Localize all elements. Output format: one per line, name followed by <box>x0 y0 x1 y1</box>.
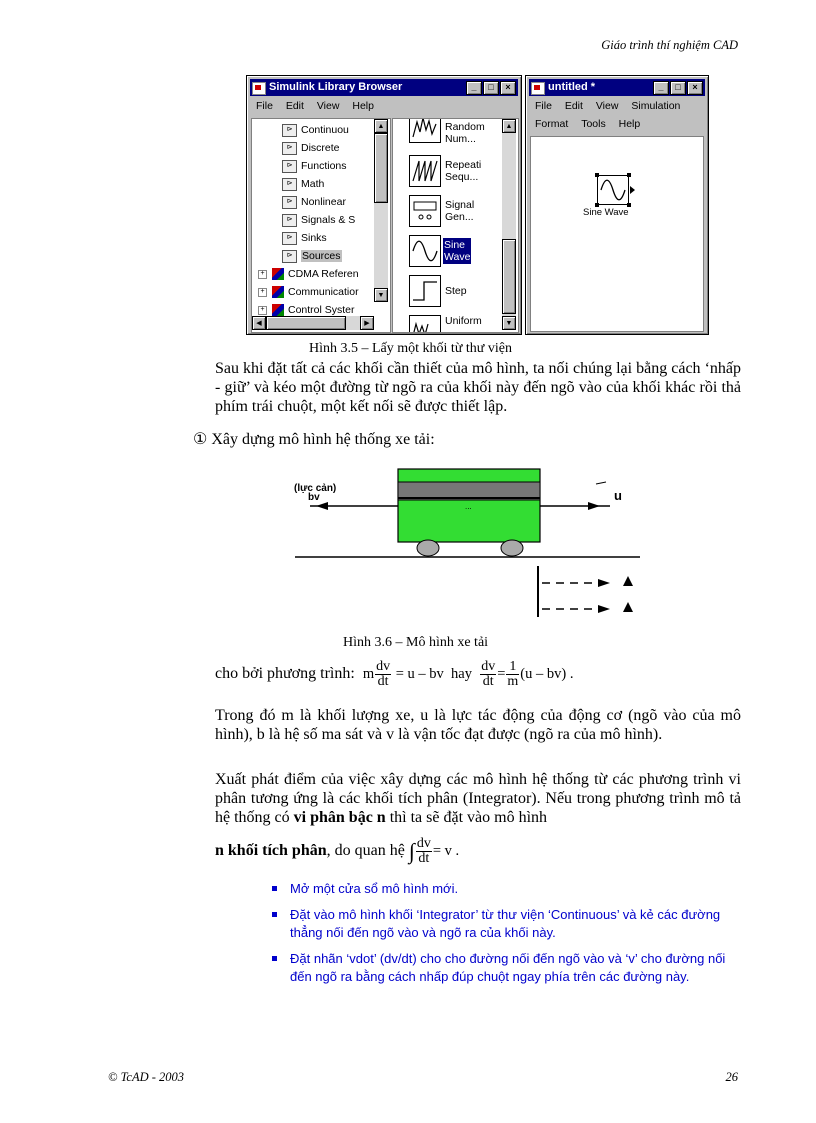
fraction-1-m: $\frac{1}{m}$ <box>507 659 519 690</box>
tree-item-math[interactable]: ⊳ Math <box>282 176 324 193</box>
step-1-heading: ① Xây dựng mô hình hệ thống xe tải: <box>193 431 435 448</box>
scroll-left-icon[interactable]: ◀ <box>252 316 266 330</box>
scroll-right-icon[interactable]: ▶ <box>360 316 374 330</box>
footer-copyright: © TcAD - 2003 <box>108 1070 185 1084</box>
page-header: Giáo trình thí nghiệm CAD <box>601 38 738 52</box>
tree-item-nonlinear[interactable]: ⊳ Nonlinear <box>282 194 346 211</box>
minimize-button[interactable]: _ <box>653 81 669 95</box>
block-label-signal: Signal Gen... <box>445 199 475 223</box>
model-menubar-row1 <box>530 98 704 115</box>
library-browser-window[interactable] <box>246 75 522 335</box>
menu-help[interactable]: Help <box>618 118 641 130</box>
paragraph-3-cont: n khối tích phân, do quan hệ ∫ $\frac{dv}{dt}$ = v . <box>215 836 460 867</box>
block-library-icon: ⊳ <box>282 250 297 263</box>
figure-3-6-caption: Hình 3.6 – Mô hình xe tải <box>343 635 489 650</box>
menu-file[interactable]: File <box>535 100 552 112</box>
minimize-button[interactable]: _ <box>466 81 482 95</box>
instruction-list <box>272 880 742 994</box>
block-library-icon: ⊳ <box>282 124 297 137</box>
block-label-uniform: Uniform <box>445 315 482 327</box>
close-button[interactable]: × <box>500 81 516 95</box>
expand-icon[interactable]: + <box>258 270 267 279</box>
library-menubar <box>251 98 517 115</box>
hscroll-thumb[interactable] <box>266 316 346 330</box>
library-icon <box>272 304 284 316</box>
library-browser-titlebar[interactable]: Simulink Library Browser _ □ × <box>250 79 518 96</box>
scroll-down-icon[interactable]: ▼ <box>502 316 516 330</box>
truck-model-figure <box>280 462 660 624</box>
menu-simulation[interactable]: Simulation <box>631 100 681 112</box>
menu-help[interactable]: Help <box>352 100 374 112</box>
expand-icon[interactable]: + <box>258 288 267 297</box>
svg-text:...: ... <box>465 502 472 511</box>
block-label-sine-wave: Sine Wave <box>444 239 471 263</box>
block-library-icon: ⊳ <box>282 142 297 155</box>
list-item: Đặt vào mô hình khối ‘Integrator’ từ thư viện ‘Continuous’ và kẻ các đường thẳng nối đến ngõ vào và ngõ ra của khối này. <box>272 906 742 942</box>
sine-wave-icon <box>598 176 628 204</box>
library-tree-pane[interactable] <box>251 118 391 333</box>
library-icon <box>272 268 284 280</box>
block-library-icon: ⊳ <box>282 232 297 245</box>
tree-item-functions[interactable]: ⊳ Functions <box>282 158 347 175</box>
equation-line: cho bởi phương trình: m $\frac{dv}{dt}$ = u – bv hay $\frac{dv}{dt}$ = $\frac{1}{m}$ (u – bv) . <box>215 659 574 690</box>
model-menubar-row2 <box>530 116 704 133</box>
menu-tools[interactable]: Tools <box>581 118 606 130</box>
tree-item-sinks[interactable]: ⊳ Sinks <box>282 230 327 247</box>
menu-format[interactable]: Format <box>535 118 569 130</box>
sine-wave-block[interactable] <box>597 175 629 205</box>
block-library-icon: ⊳ <box>282 214 297 227</box>
label-bv: bv <box>308 492 320 503</box>
block-library-icon: ⊳ <box>282 160 297 173</box>
sine-wave-icon[interactable] <box>409 235 441 267</box>
tree-horizontal-scrollbar[interactable] <box>252 316 374 330</box>
tree-item-continuous[interactable]: ⊳ Continuou <box>282 122 349 139</box>
tree-item-control-system[interactable]: + Control Syster <box>258 302 355 319</box>
block-library-icon: ⊳ <box>282 178 297 191</box>
repeating-sequence-icon[interactable] <box>409 155 441 187</box>
paragraph-1: Sau khi đặt tất cả các khối cần thiết của mô hình, ta nối chúng lại bằng cách ‘nhấp - giữ’ và kéo một đường từ ngõ ra của khối này đến ngõ vào của khối khác rồi thả phím trái chuột, một kết nối sẽ được thiết lập. <box>215 360 741 415</box>
fraction-dv-dt-2: $\frac{dv}{dt}$ <box>481 659 496 690</box>
menu-view[interactable]: View <box>595 100 619 112</box>
scroll-thumb[interactable] <box>502 239 516 314</box>
menu-edit[interactable]: Edit <box>285 100 304 112</box>
paragraph-2: Trong đó m là khối lượng xe, u là lực tác động của động cơ (ngõ vào của mô hình), b là hệ số ma sát và v là vận tốc đạt được (ngõ ra của mô hình). <box>215 707 741 743</box>
model-canvas[interactable] <box>530 136 704 332</box>
tree-vertical-scrollbar[interactable] <box>374 119 388 302</box>
menu-file[interactable]: File <box>256 100 273 112</box>
signal-generator-icon[interactable] <box>409 195 441 227</box>
scroll-up-icon[interactable]: ▲ <box>502 119 516 133</box>
simulink-icon <box>252 82 266 95</box>
sine-wave-block-label: Sine Wave <box>583 207 629 218</box>
paragraph-3: Xuất phát điểm của việc xây dựng các mô hình hệ thống từ các phương trình vi phân tương ứng là các khối tích phân (Integrator). Nếu trong phương trình mô tả hệ thống có vi phân bậc n thì ta sẽ đặt vào mô hình <box>215 771 741 826</box>
tree-item-cdma[interactable]: + CDMA Referen <box>258 266 359 283</box>
page-number: 26 <box>725 1070 738 1084</box>
scroll-down-icon[interactable]: ▼ <box>374 288 388 302</box>
menu-view[interactable]: View <box>316 100 340 112</box>
scroll-thumb[interactable] <box>374 133 388 203</box>
close-button[interactable]: × <box>687 81 703 95</box>
menu-edit[interactable]: Edit <box>564 100 583 112</box>
expand-icon[interactable]: + <box>258 306 267 315</box>
maximize-button[interactable]: □ <box>670 81 686 95</box>
uniform-random-icon[interactable] <box>409 315 441 333</box>
figure-3-5-caption: Hình 3.5 – Lấy một khối từ thư viện <box>309 341 512 356</box>
list-item: Mở một cửa sổ mô hình mới. <box>272 880 742 898</box>
tree-item-communications[interactable]: + Communicatior <box>258 284 359 301</box>
block-library-icon: ⊳ <box>282 196 297 209</box>
tree-item-signals-systems[interactable]: ⊳ Signals & S <box>282 212 355 229</box>
random-number-icon[interactable] <box>409 118 441 143</box>
simulink-icon <box>531 82 545 95</box>
block-label-repeating: Repeati Sequ... <box>445 159 482 183</box>
block-label-random: Random Num... <box>445 121 485 145</box>
model-window[interactable] <box>525 75 709 335</box>
step-icon[interactable] <box>409 275 441 307</box>
library-icon <box>272 286 284 298</box>
maximize-button[interactable]: □ <box>483 81 499 95</box>
library-blocks-pane[interactable] <box>392 118 519 333</box>
model-titlebar[interactable]: untitled * _ □ × <box>529 79 705 96</box>
scroll-up-icon[interactable]: ▲ <box>374 119 388 133</box>
tree-item-discrete[interactable]: ⊳ Discrete <box>282 140 340 157</box>
block-label-step: Step <box>445 285 467 297</box>
label-u: u <box>614 488 622 503</box>
fraction-dv-dt: $\frac{dv}{dt}$ <box>376 659 391 690</box>
list-item: Đặt nhãn ‘vdot’ (dv/dt) cho cho đường nối đến ngõ vào và ‘v’ cho đường nối đến ngõ ra bằng cách nhấp đúp chuột ngay phía trên các đường này. <box>272 950 742 986</box>
blocks-vertical-scrollbar[interactable] <box>502 119 516 330</box>
label-friction: (lực cản) <box>294 483 337 494</box>
tree-item-sources[interactable]: ⊳ Sources <box>282 248 342 265</box>
